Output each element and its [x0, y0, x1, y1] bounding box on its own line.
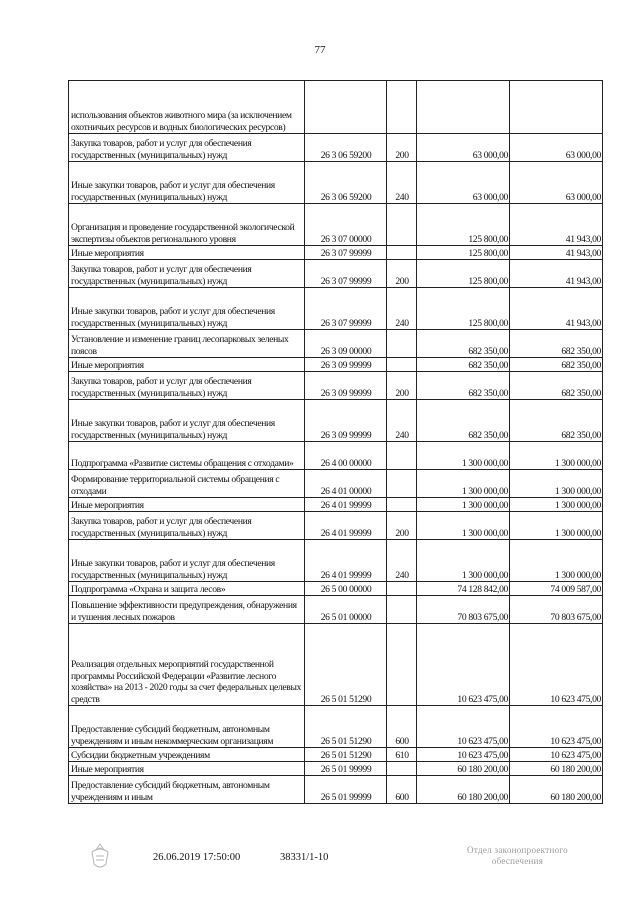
- table-row: [69, 358, 603, 372]
- row-sum-1: 1 300 000,00: [417, 498, 510, 512]
- row-sum-1: 682 350,00: [417, 358, 510, 372]
- row-sum-1: 60 180 200,00: [417, 762, 510, 776]
- row-sum-1: 1 300 000,00: [417, 512, 510, 540]
- row-name: Организация и проведение государственной экологической экспертизы объектов регионального уровня: [69, 204, 305, 246]
- row-sum-2: 41 943,00: [510, 204, 603, 246]
- row-name: Иные закупки товаров, работ и услуг для обеспечения государственных (муниципальных) нужд: [69, 162, 305, 204]
- row-expense-type: 240: [387, 540, 417, 582]
- table-row: [69, 762, 603, 776]
- row-code: 26 4 00 00000: [305, 442, 387, 470]
- table-row: [69, 204, 603, 246]
- table-row: [69, 288, 603, 330]
- row-name: Предоставление субсидий бюджетным, автономным учреждениям и иным: [69, 776, 305, 804]
- row-name: Повышение эффективности предупреждения, обнаружения и тушения лесных пожаров: [69, 596, 305, 624]
- row-name: Установление и изменение границ лесопарковых зеленых поясов: [69, 330, 305, 358]
- row-expense-type: 240: [387, 162, 417, 204]
- table-row: [69, 260, 603, 288]
- row-expense-type: [387, 358, 417, 372]
- row-code: 26 3 06 59200: [305, 162, 387, 204]
- row-sum-2: 682 350,00: [510, 400, 603, 442]
- row-expense-type: 600: [387, 776, 417, 804]
- row-code: 26 3 09 99999: [305, 400, 387, 442]
- row-code: 26 5 01 51290: [305, 706, 387, 748]
- row-code: 26 4 01 00000: [305, 470, 387, 498]
- row-expense-type: 600: [387, 706, 417, 748]
- emblem-icon: [86, 842, 114, 872]
- row-sum-2: 10 623 475,00: [510, 624, 603, 706]
- row-code: 26 5 01 00000: [305, 596, 387, 624]
- row-sum-2: 60 180 200,00: [510, 776, 603, 804]
- table-row: [69, 596, 603, 624]
- row-expense-type: 200: [387, 260, 417, 288]
- row-sum-2: 1 300 000,00: [510, 512, 603, 540]
- table-row: [69, 162, 603, 204]
- row-sum-1: 70 803 675,00: [417, 596, 510, 624]
- row-code: 26 4 01 99999: [305, 498, 387, 512]
- row-code: 26 5 01 51290: [305, 748, 387, 762]
- row-expense-type: [387, 762, 417, 776]
- table-row: [69, 706, 603, 748]
- row-sum-1: 10 623 475,00: [417, 706, 510, 748]
- row-name: Подпрограмма «Охрана и защита лесов»: [69, 582, 305, 596]
- row-sum-1: 682 350,00: [417, 330, 510, 358]
- row-sum-2: 10 623 475,00: [510, 706, 603, 748]
- row-name: Иные мероприятия: [69, 246, 305, 260]
- department-stamp: [450, 845, 585, 867]
- row-name: Закупка товаров, работ и услуг для обеспечения государственных (муниципальных) нужд: [69, 134, 305, 162]
- row-sum-2: 63 000,00: [510, 134, 603, 162]
- row-code: [305, 81, 387, 134]
- row-name: Иные мероприятия: [69, 358, 305, 372]
- row-code: 26 3 07 99999: [305, 260, 387, 288]
- table-row: [69, 246, 603, 260]
- row-code: 26 3 06 59200: [305, 134, 387, 162]
- table-row: [69, 330, 603, 358]
- row-name: Субсидии бюджетным учреждениям: [69, 748, 305, 762]
- row-expense-type: 610: [387, 748, 417, 762]
- row-sum-2: 41 943,00: [510, 246, 603, 260]
- row-sum-2: 682 350,00: [510, 330, 603, 358]
- row-sum-2: 10 623 475,00: [510, 748, 603, 762]
- row-code: 26 4 01 99999: [305, 540, 387, 582]
- row-sum-1: 60 180 200,00: [417, 776, 510, 804]
- row-name: Иные закупки товаров, работ и услуг для обеспечения государственных (муниципальных) нужд: [69, 288, 305, 330]
- row-expense-type: 240: [387, 400, 417, 442]
- table-row: [69, 540, 603, 582]
- row-sum-1: 125 800,00: [417, 246, 510, 260]
- table-row: [69, 442, 603, 470]
- row-sum-2: 1 300 000,00: [510, 498, 603, 512]
- row-expense-type: [387, 498, 417, 512]
- row-expense-type: 200: [387, 134, 417, 162]
- row-name: Иные закупки товаров, работ и услуг для обеспечения государственных (муниципальных) нужд: [69, 540, 305, 582]
- row-sum-1: 74 128 842,00: [417, 582, 510, 596]
- budget-table: [68, 80, 603, 804]
- stamp-line-2: обеспечения: [491, 856, 544, 866]
- row-sum-2: 682 350,00: [510, 372, 603, 400]
- row-sum-1: 1 300 000,00: [417, 442, 510, 470]
- row-sum-1: 682 350,00: [417, 372, 510, 400]
- row-expense-type: [387, 81, 417, 134]
- row-expense-type: [387, 624, 417, 706]
- row-name: Закупка товаров, работ и услуг для обеспечения государственных (муниципальных) нужд: [69, 512, 305, 540]
- row-code: 26 3 09 00000: [305, 330, 387, 358]
- row-name: Подпрограмма «Развитие системы обращения с отходами»: [69, 442, 305, 470]
- row-sum-2: 41 943,00: [510, 288, 603, 330]
- row-sum-2: 70 803 675,00: [510, 596, 603, 624]
- row-sum-2: 63 000,00: [510, 162, 603, 204]
- table-row: [69, 776, 603, 804]
- row-code: 26 5 01 99999: [305, 776, 387, 804]
- row-name: Формирование территориальной системы обращения с отходами: [69, 470, 305, 498]
- row-name: Иные закупки товаров, работ и услуг для обеспечения государственных (муниципальных) нужд: [69, 400, 305, 442]
- row-sum-2: 74 009 587,00: [510, 582, 603, 596]
- table-row: [69, 624, 603, 706]
- row-sum-1: 682 350,00: [417, 400, 510, 442]
- row-expense-type: [387, 582, 417, 596]
- table-row: [69, 748, 603, 762]
- row-expense-type: [387, 246, 417, 260]
- footer-doc-number: 38331/1-10: [280, 852, 329, 863]
- row-name: Иные мероприятия: [69, 762, 305, 776]
- row-expense-type: [387, 204, 417, 246]
- table-row: [69, 470, 603, 498]
- row-sum-1: 10 623 475,00: [417, 624, 510, 706]
- row-code: 26 3 07 99999: [305, 246, 387, 260]
- row-sum-2: [510, 81, 603, 134]
- row-expense-type: [387, 596, 417, 624]
- table-row: [69, 582, 603, 596]
- row-sum-2: 60 180 200,00: [510, 762, 603, 776]
- page-number: 77: [314, 44, 326, 56]
- table-row: [69, 512, 603, 540]
- row-name: Закупка товаров, работ и услуг для обеспечения государственных (муниципальных) нужд: [69, 260, 305, 288]
- row-expense-type: 200: [387, 512, 417, 540]
- stamp-line-1: Отдел законопроектного: [467, 845, 568, 855]
- budget-table-body: [69, 81, 603, 804]
- row-sum-2: 682 350,00: [510, 358, 603, 372]
- footer-date: 26.06.2019 17:50:00: [153, 852, 241, 863]
- row-expense-type: [387, 470, 417, 498]
- row-sum-2: 1 300 000,00: [510, 470, 603, 498]
- table-row: [69, 498, 603, 512]
- row-sum-1: 125 800,00: [417, 288, 510, 330]
- row-expense-type: 200: [387, 372, 417, 400]
- row-sum-1: [417, 81, 510, 134]
- row-sum-1: 63 000,00: [417, 134, 510, 162]
- row-sum-1: 125 800,00: [417, 204, 510, 246]
- row-code: 26 5 01 51290: [305, 624, 387, 706]
- row-code: 26 3 07 99999: [305, 288, 387, 330]
- row-sum-2: 1 300 000,00: [510, 442, 603, 470]
- row-code: 26 3 09 99999: [305, 372, 387, 400]
- row-sum-1: 1 300 000,00: [417, 470, 510, 498]
- row-name: Реализация отдельных мероприятий государственной программы Российской Федерации «Развитие лесного хозяйства» на 2013 - 2020 годы за счет федеральных целевых средств: [69, 624, 305, 706]
- row-code: 26 3 07 00000: [305, 204, 387, 246]
- row-code: 26 3 09 99999: [305, 358, 387, 372]
- row-name: Иные мероприятия: [69, 498, 305, 512]
- table-row: [69, 134, 603, 162]
- row-sum-2: 1 300 000,00: [510, 540, 603, 582]
- row-sum-1: 10 623 475,00: [417, 748, 510, 762]
- row-expense-type: 240: [387, 288, 417, 330]
- table-row: [69, 400, 603, 442]
- table-row: [69, 81, 603, 134]
- row-name: Закупка товаров, работ и услуг для обеспечения государственных (муниципальных) нужд: [69, 372, 305, 400]
- row-sum-1: 1 300 000,00: [417, 540, 510, 582]
- row-code: 26 5 00 00000: [305, 582, 387, 596]
- row-code: 26 4 01 99999: [305, 512, 387, 540]
- row-name: Предоставление субсидий бюджетным, автономным учреждениям и иным некоммерческим организациям: [69, 706, 305, 748]
- row-expense-type: [387, 330, 417, 358]
- row-expense-type: [387, 442, 417, 470]
- row-sum-1: 63 000,00: [417, 162, 510, 204]
- row-sum-2: 41 943,00: [510, 260, 603, 288]
- row-sum-1: 125 800,00: [417, 260, 510, 288]
- table-row: [69, 372, 603, 400]
- row-name: использования объектов животного мира (за исключением охотничьих ресурсов и водных биологических ресурсов): [69, 81, 305, 134]
- row-code: 26 5 01 99999: [305, 762, 387, 776]
